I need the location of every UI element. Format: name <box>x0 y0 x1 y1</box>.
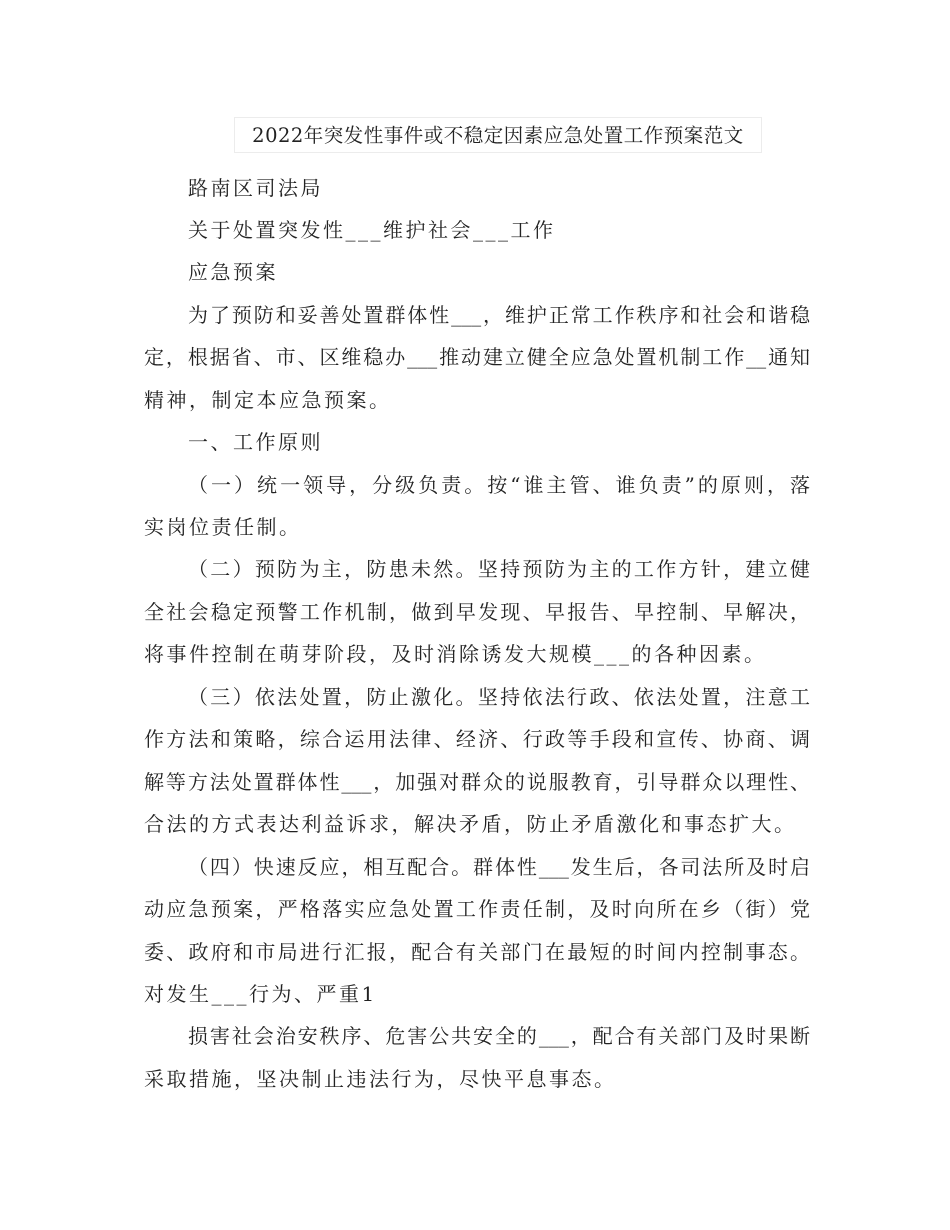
paragraph-line: 精神，制定本应急预案。 <box>144 388 392 412</box>
paragraph-line: （一）统一领导，分级负责。按“谁主管、谁负责”的原则，落 <box>188 473 810 497</box>
paragraph-line: （四）快速反应，相互配合。群体性___发生后，各司法所及时启 <box>188 855 810 879</box>
issuer-line: 路南区司法局 <box>188 176 323 200</box>
document-title: 2022年突发性事件或不稳定因素应急处置工作预案范文 <box>234 117 762 153</box>
paragraph-line: 定，根据省、市、区维稳办___推动建立健全应急处置机制工作__通知 <box>144 345 810 369</box>
section-heading: 一、工作原则 <box>188 430 323 454</box>
subject-line-2: 应急预案 <box>188 260 278 284</box>
paragraph-line: （二）预防为主，防患未然。坚持预防为主的工作方针，建立健 <box>188 557 810 581</box>
paragraph-line: 将事件控制在萌芽阶段，及时消除诱发大规模___的各种因素。 <box>144 642 767 666</box>
paragraph-line: 合法的方式表达利益诉求，解决矛盾，防止矛盾激化和事态扩大。 <box>144 812 797 836</box>
paragraph-line: 动应急预案，严格落实应急处置工作责任制，及时向所在乡（街）党 <box>144 897 810 921</box>
subject-line-1: 关于处置突发性___维护社会___工作 <box>188 218 556 242</box>
paragraph-line: 全社会稳定预警工作机制，做到早发现、早报告、早控制、早解决， <box>144 600 810 624</box>
paragraph-line: 对发生___行为、严重1 <box>144 982 377 1006</box>
paragraph-line: 采取措施，坚决制止违法行为，尽快平息事态。 <box>144 1067 617 1091</box>
paragraph-line: 解等方法处置群体性___，加强对群众的说服教育，引导群众以理性、 <box>144 770 810 794</box>
paragraph-line: （三）依法处置，防止激化。坚持依法行政、依法处置，注意工 <box>188 685 810 709</box>
paragraph-line: 委、政府和市局进行汇报，配合有关部门在最短的时间内控制事态。 <box>144 940 810 964</box>
paragraph-line: 实岗位责任制。 <box>144 515 302 539</box>
paragraph-line: 作方法和策略，综合运用法律、经济、行政等手段和宣传、协商、调 <box>144 727 810 751</box>
paragraph-line: 损害社会治安秩序、危害公共安全的___，配合有关部门及时果断 <box>188 1024 810 1048</box>
paragraph-line: 为了预防和妥善处置群体性___，维护正常工作秩序和社会和谐稳 <box>188 303 810 327</box>
